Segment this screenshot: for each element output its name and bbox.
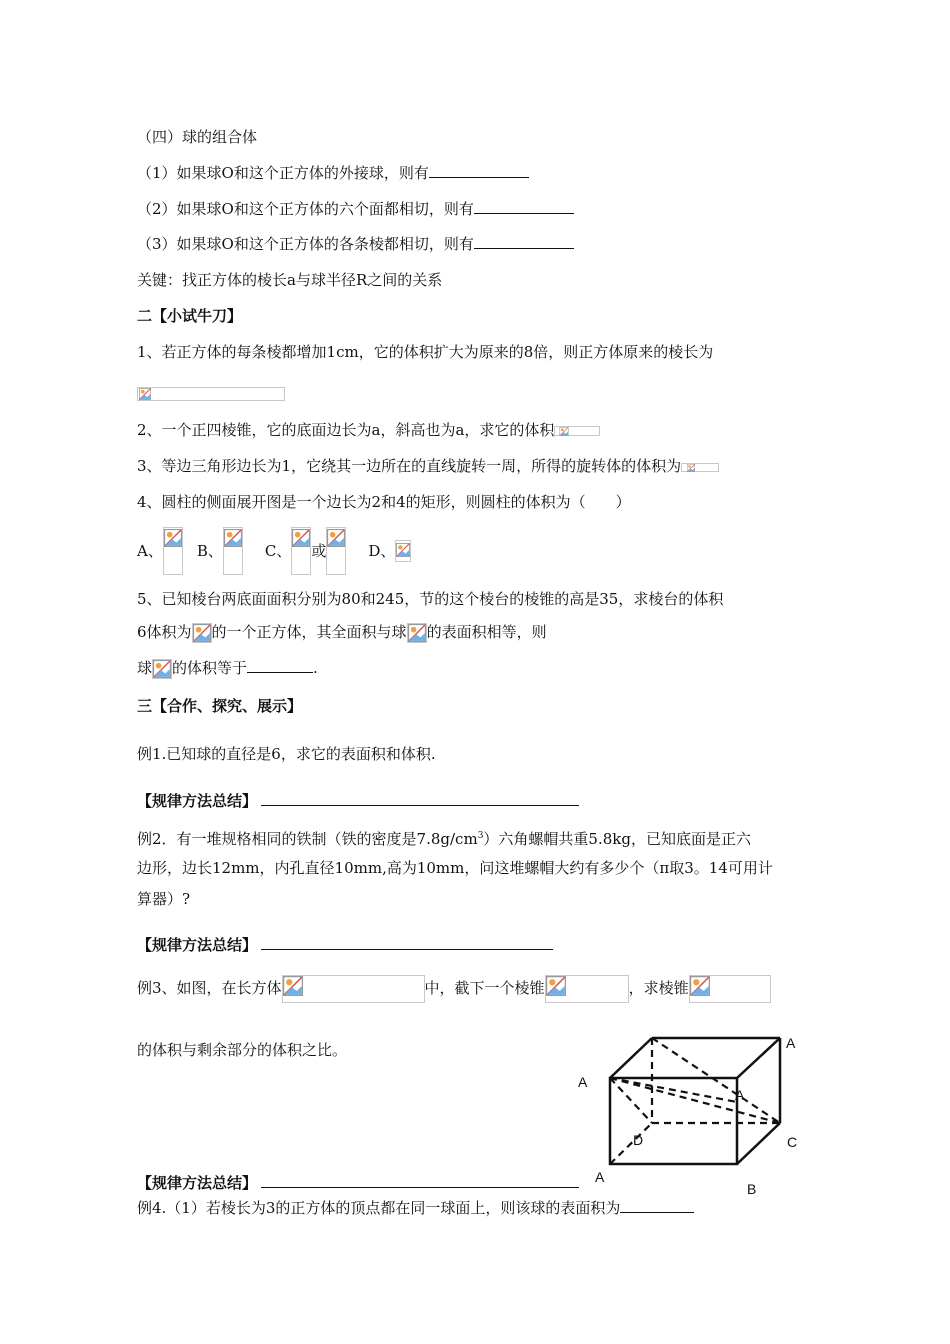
broken-image-icon [407,623,427,643]
section4-key: 关键：找正方体的棱长a与球半径R之间的关系 [137,271,443,289]
answer-blank [247,672,313,673]
broken-image-icon [545,975,629,1003]
question-4: 4、圆柱的侧面展开图是一个边长为2和4的矩形，则圆柱的体积为（ ） [137,493,631,511]
broken-image-icon [554,426,600,436]
label-a-top-right: A [786,1035,796,1051]
section4-title: （四）球的组合体 [137,128,258,146]
broken-image-icon [326,527,346,575]
cuboid-figure [575,1030,815,1200]
question-6-line2: 球 的体积等于 . [137,659,318,677]
label-a-mid: A [735,1087,745,1103]
label-d: D [633,1132,644,1148]
question-4-options: A、 B、 C、 或 D、 [137,526,411,575]
example-2-line2: 边形，边长12mm，内孔直径10mm,高为10mm，问这堆螺帽大约有多少个（π取3。14可用计 [137,859,773,877]
example-2-line1: 例2．有一堆规格相同的铁制（铁的密度是$7.8g/cm^3$）六角螺帽共重5.8kg，已知底面是正六 [137,830,751,848]
broken-image-icon [137,387,285,401]
question-6: 6体积为 的一个正方体，其全面积与球 的表面积相等，则 [137,623,547,641]
question-3: 3、等边三角形边长为1，它绕其一边所在的直线旋转一周，所得的旋转体的体积为 [137,456,719,476]
answer-blank [620,1212,694,1213]
section4-item3: （3）如果球O和这个正方体的各条棱都相切，则有 [137,234,574,254]
broken-image-icon [223,527,243,575]
example-3-line2: 的体积与剩余部分的体积之比。 [137,1041,348,1059]
answer-blank [261,949,553,950]
question-5: 5、已知棱台两底面面积分别为80和245，节的这个棱台的棱锥的高是35，求棱台的体积 [137,590,724,608]
label-b: B [747,1181,757,1197]
label-a-left: A [578,1074,588,1090]
broken-image-icon [681,463,719,472]
broken-image-icon [192,623,212,643]
section4-item1: （1）如果球O和这个正方体的外接球，则有 [137,163,529,183]
summary-line-1: 【规律方法总结】 [137,791,579,811]
answer-blank [474,213,574,214]
section4-item2: （2）如果球O和这个正方体的六个面都相切，则有 [137,199,574,219]
answer-blank [261,1187,579,1188]
broken-image-icon [395,540,411,562]
broken-image-icon [163,527,183,575]
example-2-line3: 算器）? [137,890,191,908]
example-1: 例1.已知球的直径是6，求它的表面积和体积. [137,745,436,763]
answer-blank [474,248,574,249]
example-3-line1: 例3、如图，在长方体 中，截下一个棱锥 ，求棱锥 [137,974,771,1003]
label-a-bottom: A [595,1169,605,1185]
answer-blank [429,177,529,178]
broken-image-icon [152,659,172,679]
question-1: 1、若正方体的每条棱都增加1cm，它的体积扩大为原来的8倍，则正方体原来的棱长为 [137,343,714,361]
part3-heading: 三【合作、探究、展示】 [137,697,303,715]
broken-image-icon [291,527,311,575]
broken-image-icon [282,975,425,1003]
label-c: C [787,1134,798,1150]
answer-blank [261,805,579,806]
broken-image-icon [689,975,771,1003]
summary-line-2: 【规律方法总结】 [137,935,553,955]
question-2: 2、一个正四棱锥，它的底面边长为a，斜高也为a，求它的体积 [137,420,600,440]
part2-heading: 二【小试牛刀】 [137,307,243,325]
example-4: 例4.（1）若棱长为3的正方体的顶点都在同一球面上，则该球的表面积为 [137,1198,694,1218]
summary-line-3: 【规律方法总结】 [137,1173,579,1193]
